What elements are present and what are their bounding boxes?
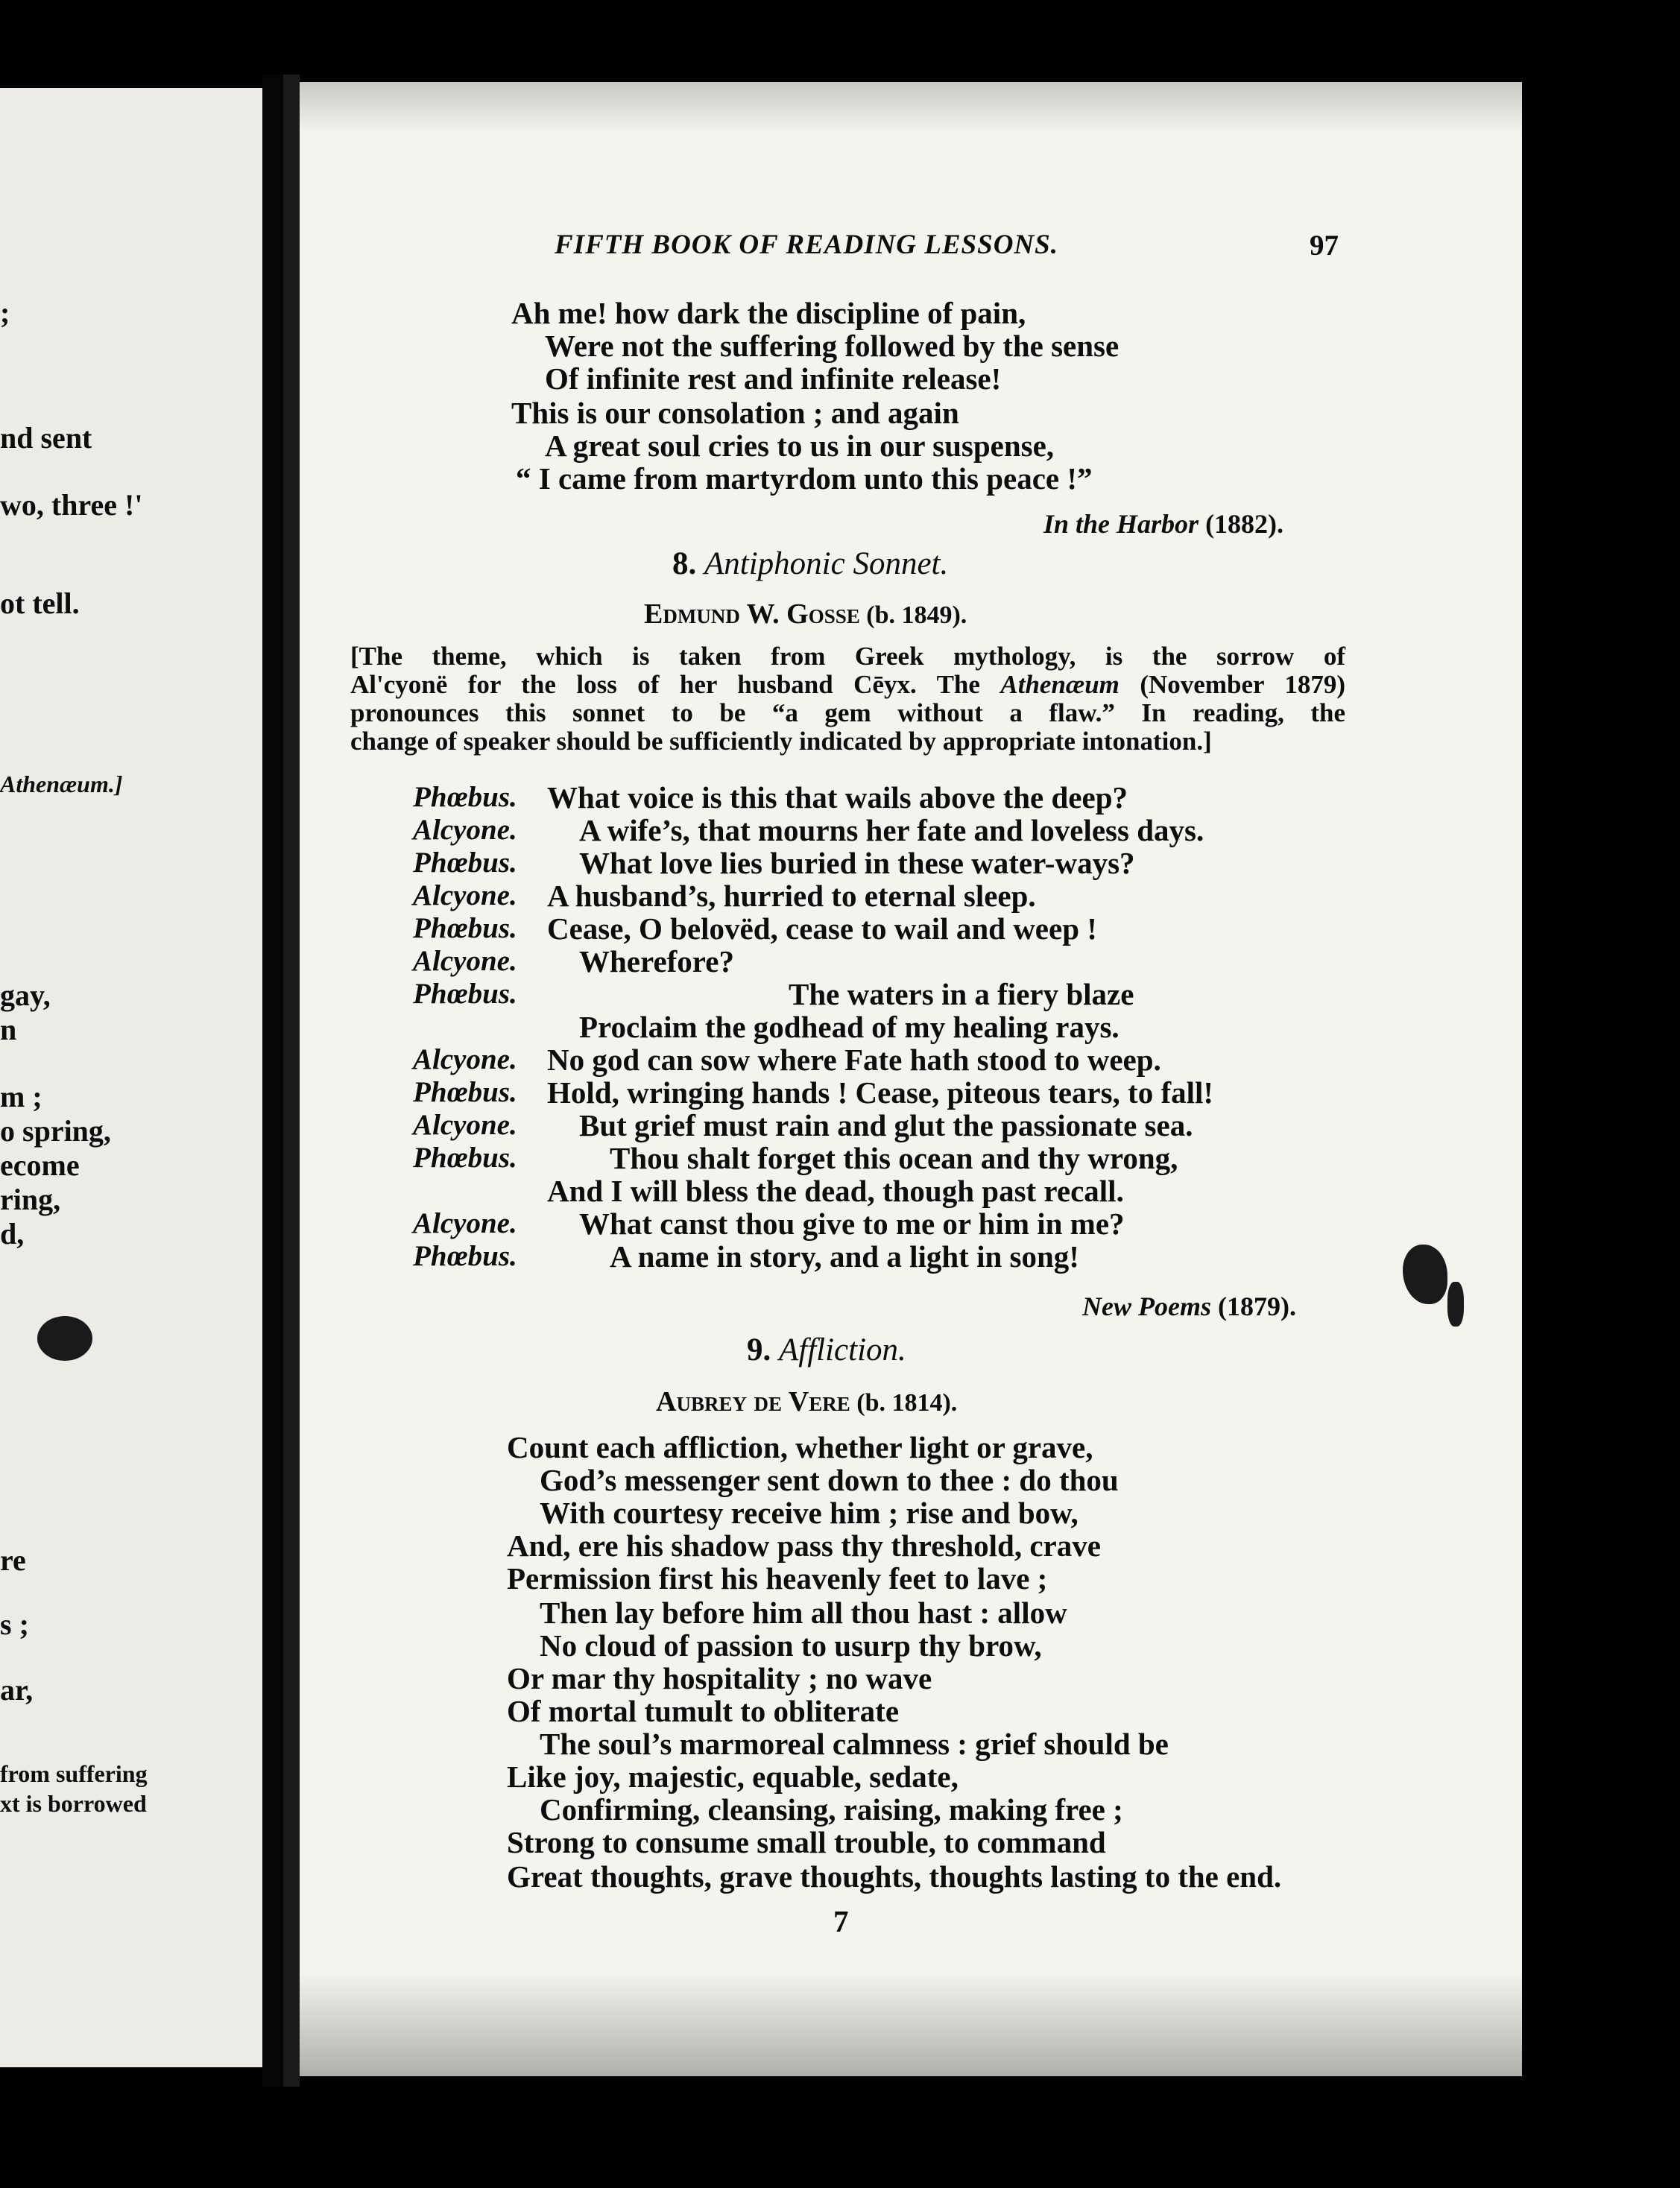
- dialogue-line: Hold, wringing hands ! Cease, piteous tears, to fall!: [547, 1075, 1214, 1110]
- left-page-line: gay,: [0, 978, 51, 1012]
- poem-line: No cloud of passion to usurp thy brow,: [540, 1628, 1042, 1663]
- speaker-label: Phœbus.: [413, 781, 517, 813]
- poem-line: Strong to consume small trouble, to command: [507, 1825, 1106, 1859]
- poem-line: Ah me! how dark the discipline of pain,: [511, 296, 1026, 330]
- ink-blot: [1447, 1282, 1464, 1327]
- dialogue-line: Proclaim the godhead of my healing rays.: [579, 1010, 1120, 1044]
- left-page-line: s ;: [0, 1607, 29, 1641]
- dialogue-line: Cease, O belovëd, cease to wail and weep !: [547, 911, 1097, 946]
- dialogue-line: A name in story, and a light in song!: [610, 1239, 1079, 1274]
- note-line: [350, 671, 1345, 699]
- dialogue-line: And I will bless the dead, though past recall.: [547, 1174, 1124, 1208]
- left-page-line: ar,: [0, 1673, 34, 1707]
- author-name: Edmund W. Gosse: [644, 598, 860, 630]
- book-gutter-shadow: [283, 75, 300, 2087]
- note-date: (November 1879): [1140, 670, 1346, 699]
- ink-blot: [37, 1316, 92, 1361]
- poem-line: Or mar thy hospitality ; no wave: [507, 1661, 932, 1695]
- source-year: (1879).: [1217, 1291, 1296, 1321]
- ink-blot: [1403, 1245, 1447, 1304]
- section-title: Antiphonic Sonnet.: [704, 546, 949, 581]
- editorial-note: [350, 642, 1345, 756]
- poem-line: Of mortal tumult to obliterate: [507, 1694, 900, 1728]
- dialogue-line: A husband’s, hurried to eternal sleep.: [547, 879, 1036, 913]
- poem-line: Permission first his heavenly feet to lave ;: [507, 1561, 1048, 1596]
- poem-line: Count each affliction, whether light or grave,: [507, 1430, 1093, 1464]
- note-line: change of speaker should be sufficiently indicated by appropriate intonation.]: [350, 727, 1212, 756]
- speaker-label: Alcyone.: [413, 1207, 517, 1239]
- poem-line: “ I came from martyrdom unto this peace !”: [516, 461, 1093, 496]
- section-title: Affliction.: [779, 1332, 906, 1368]
- speaker-label: Phœbus.: [413, 978, 517, 1010]
- speaker-label: Phœbus.: [413, 1240, 517, 1272]
- poem-line: And, ere his shadow pass thy threshold, crave: [507, 1528, 1101, 1563]
- dialogue-line: What love lies buried in these water-ways?: [579, 846, 1135, 880]
- speaker-label: Alcyone.: [413, 879, 517, 911]
- speaker-label: Phœbus.: [413, 1142, 517, 1174]
- poem-line: The soul’s marmoreal calmness : grief should be: [540, 1727, 1169, 1761]
- left-page-line: n: [0, 1013, 17, 1046]
- left-page-line: Athenæum.]: [0, 771, 123, 797]
- left-page-fragment: [0, 88, 262, 2067]
- left-page-line: d,: [0, 1217, 25, 1250]
- author-dates: (b. 1849).: [866, 601, 967, 629]
- left-page-line: o spring,: [0, 1114, 111, 1148]
- speaker-label: Phœbus.: [413, 912, 517, 944]
- author-line: [644, 600, 967, 628]
- section-heading: [747, 1334, 906, 1366]
- author-dates: (b. 1814).: [856, 1389, 958, 1417]
- speaker-label: Alcyone.: [413, 1043, 517, 1075]
- running-header-title: FIFTH BOOK OF READING LESSONS.: [555, 230, 1058, 260]
- poem-source: [1043, 510, 1283, 537]
- section-heading: [672, 548, 948, 580]
- poem-line: Like joy, majestic, equable, sedate,: [507, 1759, 959, 1794]
- left-page-line: ;: [0, 296, 10, 329]
- dialogue-line: What canst thou give to me or him in me?: [579, 1207, 1125, 1241]
- speaker-label: Alcyone.: [413, 814, 517, 846]
- page-number: 97: [1310, 230, 1339, 262]
- source-title: In the Harbor: [1043, 509, 1199, 539]
- dialogue-line: But grief must rain and glut the passionate sea.: [579, 1108, 1193, 1142]
- signature-mark: 7: [833, 1904, 849, 1938]
- page-top-shading: [300, 82, 1522, 134]
- poem-line: This is our consolation ; and again: [511, 396, 959, 430]
- left-page-line: ring,: [0, 1183, 61, 1216]
- speaker-label: Alcyone.: [413, 945, 517, 977]
- periodical-title: Athenæum: [1000, 670, 1120, 699]
- speaker-label: Phœbus.: [413, 1076, 517, 1108]
- source-year: (1882).: [1205, 509, 1284, 539]
- poem-line: Then lay before him all thou hast : allow: [540, 1596, 1067, 1630]
- left-page-line: ecome: [0, 1148, 80, 1182]
- book-gutter: [262, 75, 283, 2087]
- speaker-label: Alcyone.: [413, 1109, 517, 1141]
- left-page-line: m ;: [0, 1080, 42, 1113]
- author-line: [656, 1388, 957, 1416]
- poem-line: Of infinite rest and infinite release!: [545, 361, 1002, 396]
- section-number: 9.: [747, 1332, 771, 1368]
- author-name: Aubrey de Vere: [656, 1386, 850, 1417]
- poem-source: [1082, 1293, 1296, 1320]
- right-page: [300, 82, 1522, 2076]
- note-line: pronounces this sonnet to be “a gem without a flaw.” In reading, the: [350, 698, 1345, 727]
- note-line: [The theme, which is taken from Greek mythology, is the sorrow of: [350, 642, 1345, 671]
- poem-line: With courtesy receive him ; rise and bow,: [540, 1496, 1079, 1530]
- poem-line: Confirming, cleansing, raising, making free ;: [540, 1792, 1123, 1827]
- left-page-line: re: [0, 1543, 26, 1577]
- dialogue-line: No god can sow where Fate hath stood to weep.: [547, 1043, 1161, 1077]
- source-title: New Poems: [1082, 1291, 1211, 1321]
- poem-line: God’s messenger sent down to thee : do thou: [540, 1463, 1119, 1497]
- dialogue-line: Wherefore?: [579, 944, 734, 978]
- poem-line: A great soul cries to us in our suspense,: [545, 429, 1055, 463]
- poem-line: Were not the suffering followed by the sense: [545, 329, 1120, 363]
- left-page-line: ot tell.: [0, 586, 80, 620]
- left-page-line: xt is borrowed: [0, 1790, 147, 1817]
- dialogue-line: What voice is this that wails above the deep?: [547, 780, 1128, 815]
- speaker-label: Phœbus.: [413, 847, 517, 879]
- dialogue-line: The waters in a fiery blaze: [789, 977, 1134, 1011]
- left-page-line: wo, three !': [0, 488, 143, 522]
- page-bottom-shading: [300, 1972, 1522, 2076]
- left-page-line: nd sent: [0, 421, 92, 455]
- dialogue-line: Thou shalt forget this ocean and thy wrong,: [610, 1141, 1178, 1175]
- poem-line: Great thoughts, grave thoughts, thoughts lasting to the end.: [507, 1859, 1282, 1894]
- note-line-text: Al'cyonë for the loss of her husband Cēyx. The: [350, 670, 980, 699]
- section-number: 8.: [672, 546, 697, 581]
- dialogue-line: A wife’s, that mourns her fate and loveless days.: [579, 813, 1204, 847]
- left-page-line: from suffering: [0, 1760, 148, 1787]
